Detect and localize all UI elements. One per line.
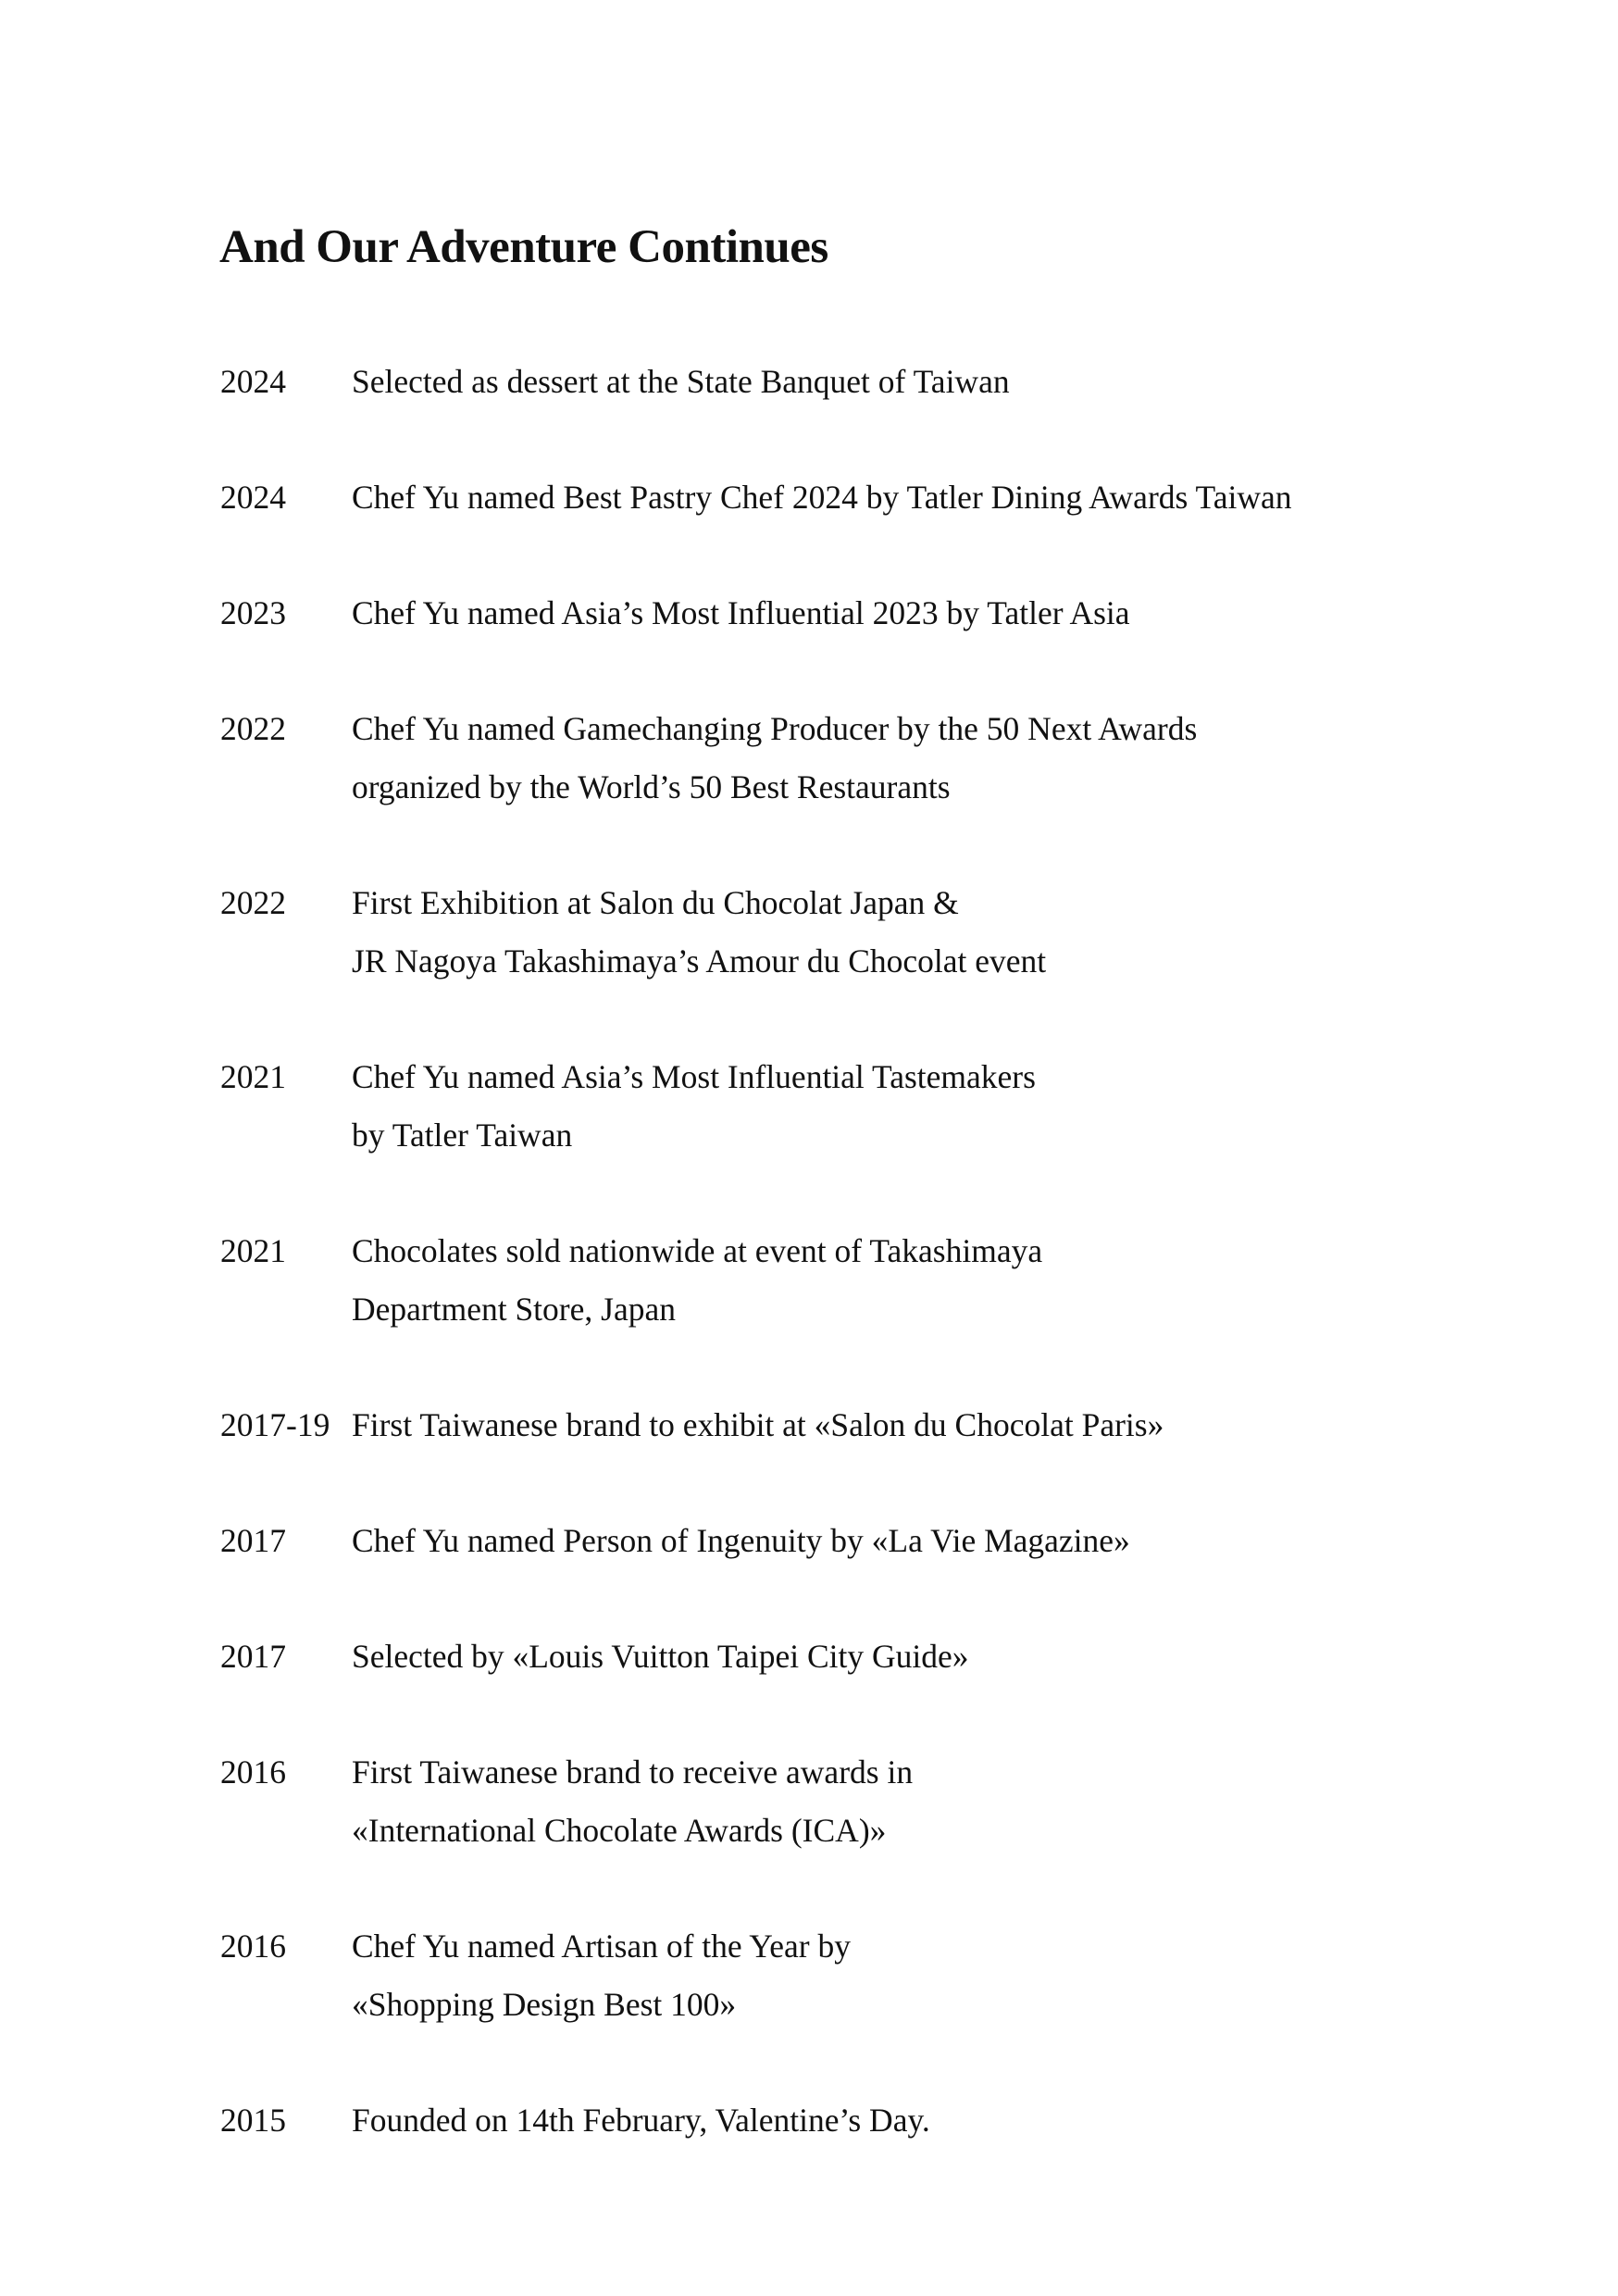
entry-description-line: organized by the World’s 50 Best Restaurants	[352, 768, 951, 805]
entry-description-line: Chef Yu named Best Pastry Chef 2024 by Tatler Dining Awards Taiwan	[352, 479, 1292, 516]
entry-description-line: «Shopping Design Best 100»	[352, 1986, 737, 2023]
timeline-entry	[220, 1048, 1516, 1165]
entry-year: 2015	[220, 2102, 286, 2139]
entry-description	[352, 1048, 1516, 1165]
entry-description-line: Chef Yu named Person of Ingenuity by «La Vie Magazine»	[352, 1522, 1130, 1559]
entry-description	[352, 874, 1516, 991]
entry-year: 2017	[220, 1638, 286, 1675]
page-title: And Our Adventure Continues	[219, 221, 828, 273]
entry-year: 2017-19	[220, 1406, 330, 1443]
entry-description-line: by Tatler Taiwan	[352, 1117, 573, 1154]
entry-year: 2021	[220, 1058, 286, 1095]
timeline-entry	[220, 1396, 1516, 1454]
timeline-entry	[220, 2091, 1516, 2150]
entry-year: 2016	[220, 1928, 286, 1965]
timeline-entry	[220, 1512, 1516, 1570]
entry-description-line: Selected by «Louis Vuitton Taipei City Guide»	[352, 1638, 969, 1675]
timeline-entry	[220, 1628, 1516, 1686]
timeline-entry	[220, 468, 1516, 527]
entry-description-line: Department Store, Japan	[352, 1291, 676, 1328]
entry-description-line: First Taiwanese brand to receive awards in	[352, 1753, 914, 1791]
timeline-entry	[220, 1222, 1516, 1339]
entry-description	[352, 1917, 1516, 2034]
entry-description-line: «International Chocolate Awards (ICA)»	[352, 1812, 887, 1849]
entry-description-line: Chocolates sold nationwide at event of Takashimaya	[352, 1232, 1043, 1269]
entry-year: 2021	[220, 1232, 286, 1269]
timeline-entry	[220, 1917, 1516, 2034]
entry-year: 2023	[220, 594, 286, 631]
entry-description	[352, 353, 1516, 411]
timeline-entry	[220, 353, 1516, 411]
entry-description-line: Chef Yu named Gamechanging Producer by the 50 Next Awards	[352, 710, 1198, 747]
entry-year: 2024	[220, 479, 286, 516]
entry-year: 2017	[220, 1522, 286, 1559]
entry-description	[352, 700, 1516, 817]
entry-description-line: Chef Yu named Asia’s Most Influential Tastemakers	[352, 1058, 1036, 1095]
entry-year: 2016	[220, 1753, 286, 1791]
entry-description	[352, 1512, 1516, 1570]
timeline-list	[220, 353, 1516, 2207]
entry-description-line: First Exhibition at Salon du Chocolat Japan &	[352, 884, 959, 921]
entry-year: 2022	[220, 710, 286, 747]
entry-description	[352, 1396, 1516, 1454]
entry-description	[352, 1743, 1516, 1860]
entry-description	[352, 2091, 1516, 2150]
entry-description-line: Chef Yu named Asia’s Most Influential 2023 by Tatler Asia	[352, 594, 1130, 631]
entry-year: 2022	[220, 884, 286, 921]
entry-description	[352, 1628, 1516, 1686]
entry-description-line: JR Nagoya Takashimaya’s Amour du Chocolat event	[352, 942, 1047, 980]
entry-description-line: Selected as dessert at the State Banquet of Taiwan	[352, 363, 1010, 400]
timeline-entry	[220, 874, 1516, 991]
entry-description	[352, 468, 1516, 527]
timeline-entry	[220, 700, 1516, 817]
entry-description-line: First Taiwanese brand to exhibit at «Salon du Chocolat Paris»	[352, 1406, 1164, 1443]
entry-description	[352, 1222, 1516, 1339]
timeline-entry	[220, 584, 1516, 643]
entry-year: 2024	[220, 363, 286, 400]
timeline-entry	[220, 1743, 1516, 1860]
entry-description	[352, 584, 1516, 643]
entry-description-line: Founded on 14th February, Valentine’s Day.	[352, 2102, 930, 2139]
entry-description-line: Chef Yu named Artisan of the Year by	[352, 1928, 851, 1965]
